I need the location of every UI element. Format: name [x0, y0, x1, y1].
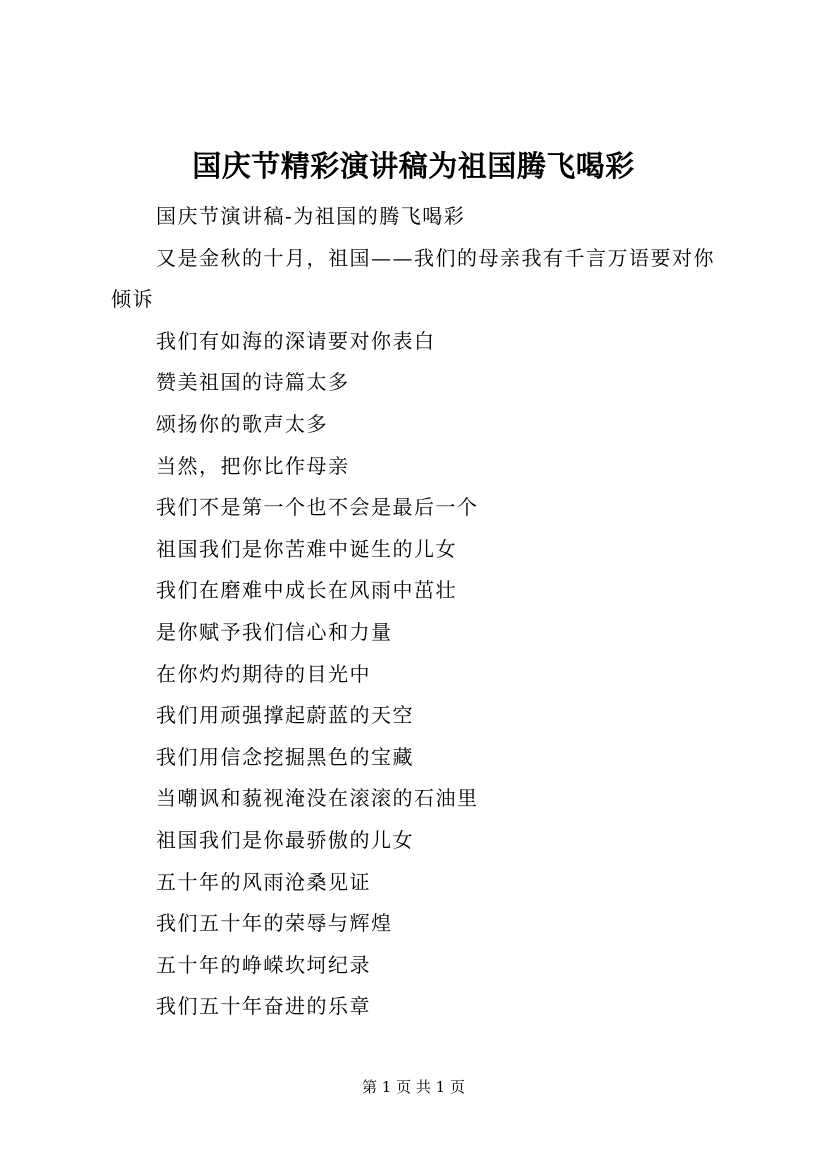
- paragraph: 是你赋予我们信心和力量: [156, 619, 393, 644]
- paragraph: 赞美祖国的诗篇太多: [156, 370, 350, 395]
- paragraph: 又是金秋的十月，祖国——我们的母亲我有千言万语要对你倾诉: [111, 245, 715, 312]
- paragraph: 祖国我们是你最骄傲的儿女: [156, 827, 414, 852]
- paragraph: 在你灼灼期待的目光中: [156, 661, 371, 686]
- document-body: [111, 196, 726, 1028]
- paragraph: 颂扬你的歌声太多: [156, 411, 328, 436]
- paragraph: 五十年的峥嵘坎坷纪录: [156, 952, 371, 977]
- page-footer: 第 1 页 共 1 页: [362, 1078, 465, 1096]
- paragraph: 我们不是第一个也不会是最后一个: [156, 495, 479, 520]
- paragraph: 我们在磨难中成长在风雨中茁壮: [156, 578, 457, 603]
- paragraph: 国庆节演讲稿-为祖国的腾飞喝彩: [156, 204, 466, 228]
- paragraph: 我们有如海的深请要对你表白: [156, 328, 436, 353]
- paragraph: 当嘲讽和藐视淹没在滚滚的石油里: [156, 786, 479, 811]
- document-title: 国庆节精彩演讲稿为祖国腾飞喝彩: [192, 149, 635, 183]
- paragraph: 祖国我们是你苦难中诞生的儿女: [156, 536, 457, 561]
- paragraph: 五十年的风雨沧桑见证: [156, 869, 371, 894]
- paragraph: 我们五十年的荣辱与辉煌: [156, 911, 393, 936]
- paragraph: 我们用信念挖掘黑色的宝藏: [156, 744, 414, 769]
- paragraph: 我们用顽强撑起蔚蓝的天空: [156, 703, 414, 728]
- paragraph: 当然，把你比作母亲: [156, 453, 350, 478]
- paragraph: 我们五十年奋进的乐章: [156, 994, 371, 1019]
